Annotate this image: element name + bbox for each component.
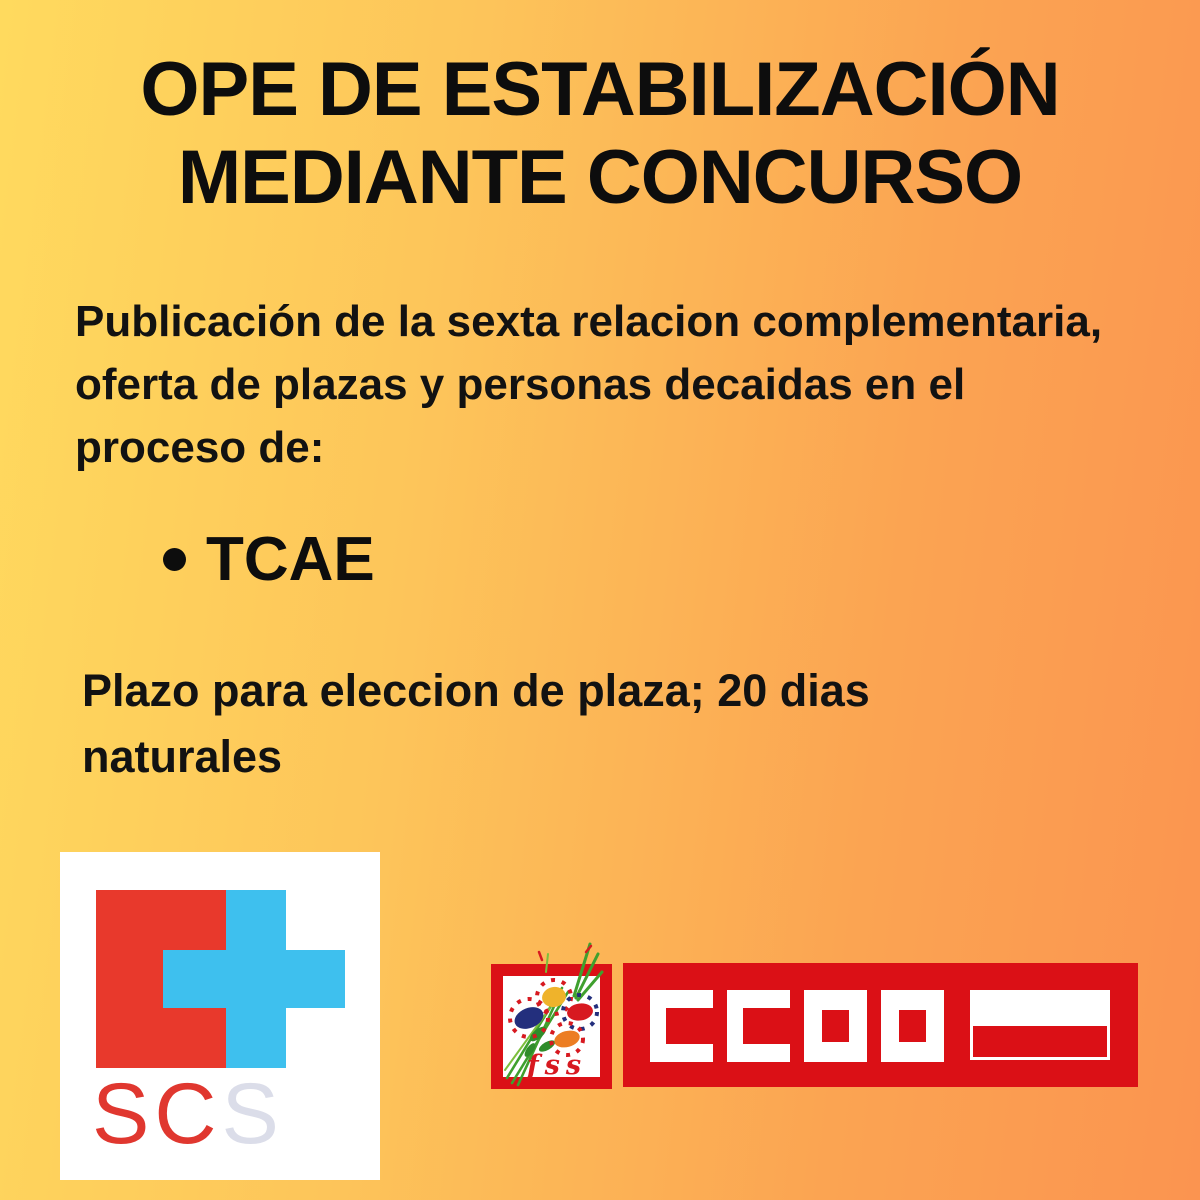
ccoo-letter-c2-cut <box>743 1008 790 1044</box>
title-line-2: MEDIANTE CONCURSO <box>177 135 1023 220</box>
scs-wordmark-gray: S <box>221 1066 284 1162</box>
list-item <box>163 524 375 595</box>
deadline-line-1: Plazo para eleccion de plaza; 20 dias <box>82 665 870 716</box>
scs-blue-cross-arm-icon <box>163 950 345 1008</box>
list-item-label: TCAE <box>206 525 375 594</box>
ccoo-flag-red-band <box>973 1026 1107 1057</box>
intro-line-1: Publicación de la sexta relacion complementaria, <box>75 297 1103 346</box>
intro-paragraph <box>75 290 1102 479</box>
ccoo-letter-o1 <box>804 990 867 1062</box>
intro-line-3: proceso de: <box>75 423 325 472</box>
ccoo-letter-o2-cut <box>899 1010 926 1042</box>
scs-logo <box>60 852 380 1180</box>
title-line-1: OPE DE ESTABILIZACIÓN <box>140 47 1060 132</box>
ccoo-letter-o1-cut <box>822 1010 849 1042</box>
page-title <box>0 46 1200 222</box>
intro-line-2: oferta de plazas y personas decaidas en el <box>75 360 966 409</box>
fss-logo <box>490 938 613 1090</box>
ccoo-flag-icon <box>970 990 1110 1060</box>
deadline-paragraph <box>82 658 870 790</box>
ccoo-logo <box>623 963 1138 1087</box>
ccoo-letter-c1 <box>650 990 713 1062</box>
scs-wordmark-red: SC <box>92 1066 222 1162</box>
deadline-line-2: naturales <box>82 731 283 782</box>
ccoo-letter-c1-cut <box>666 1008 713 1044</box>
bullet-icon <box>163 548 186 571</box>
fss-label: fss <box>527 1050 588 1081</box>
ccoo-letter-o2 <box>881 990 944 1062</box>
scs-wordmark <box>92 1064 284 1164</box>
ccoo-letter-c2 <box>727 990 790 1062</box>
